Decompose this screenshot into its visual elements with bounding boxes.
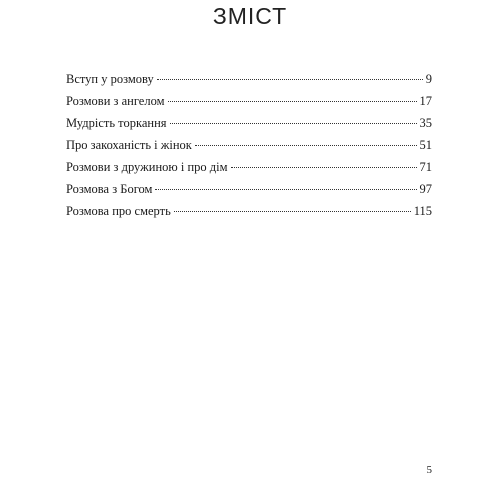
toc-entry-title: Мудрість торкання: [66, 116, 167, 130]
toc-entry-title: Вступ у розмову: [66, 72, 154, 86]
toc-entry[interactable]: [66, 68, 432, 90]
dot-leader: [170, 123, 417, 124]
toc-entry-title: Про закоханість і жінок: [66, 138, 192, 152]
dot-leader: [231, 167, 417, 168]
dot-leader: [168, 101, 417, 102]
toc-entry-page: 9: [425, 72, 432, 86]
toc-entry[interactable]: [66, 200, 432, 222]
dot-leader: [157, 79, 423, 80]
toc-entry-page: 51: [419, 138, 432, 152]
toc-entry[interactable]: [66, 156, 432, 178]
toc-entry-title: Розмова про смерть: [66, 204, 171, 218]
page-heading: ЗМІСТ: [212, 3, 288, 29]
toc-entry-title: Розмова з Богом: [66, 182, 153, 196]
toc-entry-title: Розмови з дружиною і про дім: [66, 160, 228, 174]
toc-entry-page: 71: [419, 160, 432, 174]
toc-entry[interactable]: [66, 134, 432, 156]
page-number: 5: [426, 464, 432, 476]
toc-entry-page: 35: [419, 116, 432, 130]
toc-entry-title: Розмови з ангелом: [66, 94, 165, 108]
toc-entry[interactable]: [66, 178, 432, 200]
table-of-contents: [66, 68, 432, 222]
toc-entry-page: 17: [419, 94, 432, 108]
toc-entry[interactable]: [66, 90, 432, 112]
dot-leader: [195, 145, 417, 146]
dot-leader: [174, 211, 411, 212]
toc-entry[interactable]: [66, 112, 432, 134]
toc-entry-page: 115: [413, 204, 432, 218]
dot-leader: [155, 189, 416, 190]
toc-entry-page: 97: [419, 182, 432, 196]
